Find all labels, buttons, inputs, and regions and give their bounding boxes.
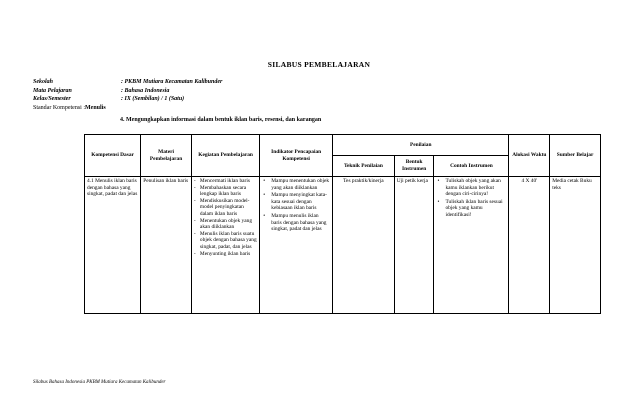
header-kegiatan: Kegiatan Pembelajaran: [191, 135, 259, 177]
cell-kompetensi: 4.1 Menulis iklan baris dengan bahasa yang singkat, padat dan jelas: [85, 177, 141, 314]
standar-label: Standar Kompetensi :: [33, 104, 85, 111]
header-alokasi: Alokasi Waktu: [509, 135, 550, 177]
page-title: SILABUS PEMBELAJARAN: [267, 60, 371, 69]
cell-materi: Penulisan iklan baris: [141, 177, 192, 314]
list-item: - Mendiskusikan model-model penyingkatan dalam iklan baris: [194, 198, 257, 218]
cell-indikator: [260, 177, 333, 314]
header-kompetensi: Kompetensi Dasar: [85, 135, 141, 177]
list-item: • Mampu menentukan objek yang akan diiklankan: [262, 178, 330, 191]
list-item: - Membahaskan secara lengkap iklan baris: [194, 185, 257, 198]
meta-row-mapel: [33, 87, 222, 96]
standar-value: Menulis: [85, 104, 106, 111]
list-item: - Mencermati iklan baris: [194, 178, 257, 185]
standar-kompetensi-item: 4. Mengungkapkan informasi dalam bentuk iklan baris, resensi, dan karangan: [120, 117, 322, 123]
list-item: • Tuliskah objek yang akan kamu iklankan berikut dengan ciri-cirinya!: [436, 178, 506, 198]
meta-row-standar: [33, 104, 222, 113]
cell-alokasi: 4 X 40': [509, 177, 550, 314]
header-contoh: Contoh Instrumen: [434, 156, 509, 177]
header-sumber: Sumber Belajar: [550, 135, 601, 177]
table-row: [85, 177, 601, 314]
cell-kegiatan: [191, 177, 259, 314]
meta-row-sekolah: [33, 78, 222, 87]
meta-label: Sekolah: [33, 79, 54, 85]
meta-value: : Bahasa Indonesia: [121, 87, 170, 94]
meta-label: Kelas/Semester: [33, 96, 71, 103]
list-item: - Menulis iklan baris suatu objek dengan bahasa yang singkat, padat, dan jelas: [194, 231, 257, 251]
list-item: - Menyunting iklan baris: [194, 251, 257, 258]
header-teknik: Teknik Penilaian: [333, 156, 395, 177]
list-item: • Mampu menyingkat kata-kata sesuai dengan kebiasaan iklan baris: [262, 192, 330, 212]
meta-value: : IX (Sembilan) / 1 (Satu): [121, 96, 185, 103]
meta-row-kelas: [33, 95, 222, 104]
cell-sumber: Media cetak Buku teks: [550, 177, 601, 314]
header-bentuk: Bentuk Instrumen: [394, 156, 434, 177]
cell-teknik: Tes praktik/kinerja: [333, 177, 395, 314]
header-indikator: Indikator Pencapaian Kompetensi: [260, 135, 333, 177]
list-item: • Tuliskah iklan baris sesuai objek yang kamu identifikasi!: [436, 199, 506, 219]
syllabus-table: [84, 134, 601, 314]
header-materi: Materi Pembelajaran: [141, 135, 192, 177]
list-item: - Menentukan objek yang akan diiklankan: [194, 218, 257, 231]
cell-contoh: [434, 177, 509, 314]
header-penilaian: Penilaian: [333, 135, 509, 156]
list-item: • Mampu menulis iklan baris dengan bahasa yang singkat, padat dan jelas: [262, 213, 330, 233]
identity-block: [33, 78, 222, 112]
cell-bentuk: Uji petik kerja: [394, 177, 434, 314]
meta-label: Mata Pelajaran: [33, 87, 72, 94]
meta-value: : PKBM Mutiara Kecamatan Kalibunder: [121, 79, 223, 85]
page-footer: Silabus Bahasa Indonesia PKBM Mutiara Kecamatan Kalibunder: [33, 380, 166, 385]
